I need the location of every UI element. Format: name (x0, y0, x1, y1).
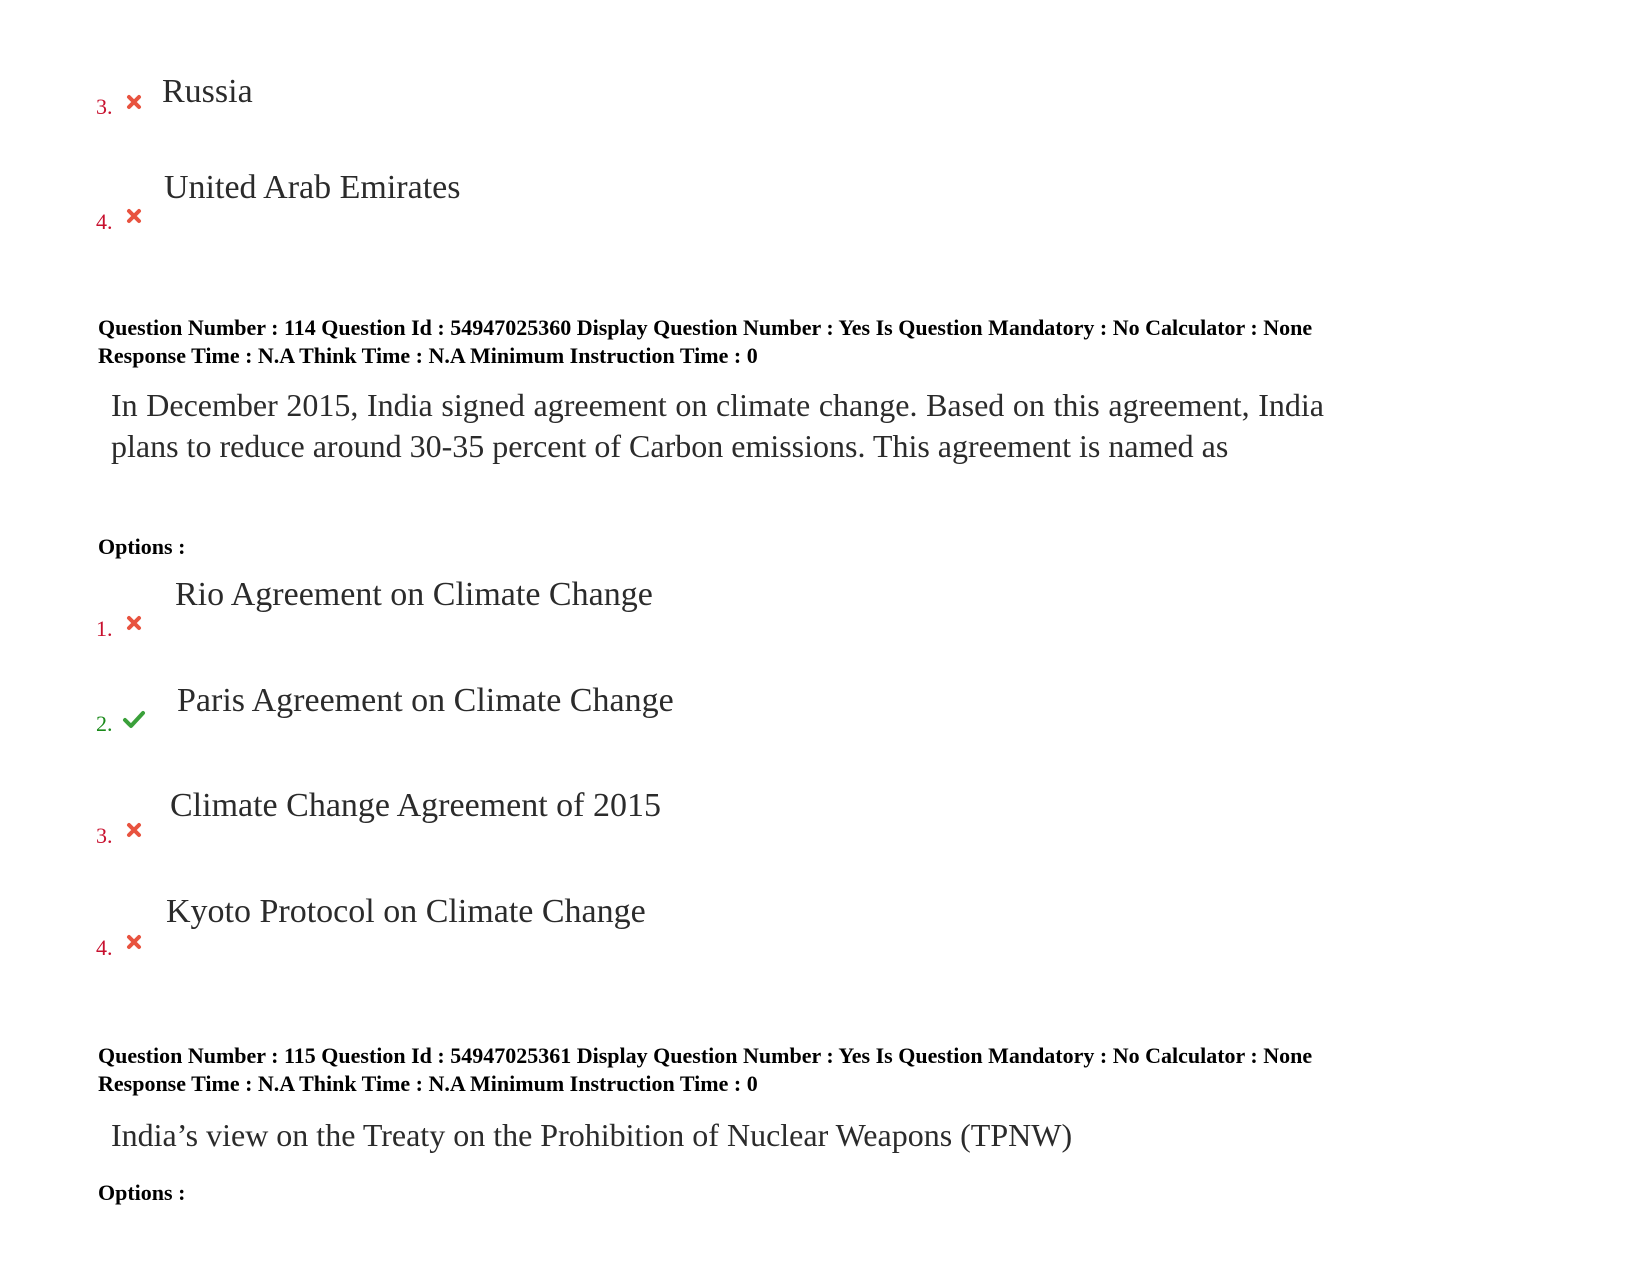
check-icon (122, 709, 146, 729)
question-meta-line: Response Time : N.A Think Time : N.A Minimum Instruction Time : 0 (98, 1071, 758, 1096)
option-text: Kyoto Protocol on Climate Change (166, 893, 646, 930)
option-number: 3. (96, 94, 113, 119)
option-text: Russia (162, 73, 253, 110)
cross-icon (125, 614, 143, 632)
question-meta (98, 1042, 1312, 1098)
cross-icon (125, 933, 143, 951)
question-text: India’s view on the Treaty on the Prohibition of Nuclear Weapons (TPNW) (111, 1117, 1073, 1153)
cross-icon (125, 821, 143, 839)
option-number: 2. (96, 711, 113, 736)
option-number: 3. (96, 823, 113, 848)
options-label: Options : (98, 1180, 186, 1205)
option-text: Climate Change Agreement of 2015 (170, 787, 661, 824)
question-meta-line: Response Time : N.A Think Time : N.A Minimum Instruction Time : 0 (98, 343, 758, 368)
option-text: Rio Agreement on Climate Change (175, 576, 653, 613)
question-meta (98, 314, 1312, 370)
option-number: 4. (96, 209, 113, 234)
option-text: United Arab Emirates (164, 169, 461, 206)
option-text: Paris Agreement on Climate Change (177, 682, 674, 719)
options-label: Options : (98, 534, 186, 559)
cross-icon (125, 93, 143, 111)
cross-icon (125, 207, 143, 225)
question-text: In December 2015, India signed agreement on climate change. Based on this agreement, India plans to reduce around 30-35 percent of Carbon emissions. This agreement is named as (111, 387, 1324, 464)
option-number: 4. (96, 935, 113, 960)
question-meta-line: Question Number : 115 Question Id : 54947025361 Display Question Number : Yes Is Question Mandatory : No Calculator : None (98, 1043, 1313, 1068)
option-number: 1. (96, 616, 113, 641)
question-meta-line: Question Number : 114 Question Id : 54947025360 Display Question Number : Yes Is Question Mandatory : No Calculator : None (98, 315, 1313, 340)
